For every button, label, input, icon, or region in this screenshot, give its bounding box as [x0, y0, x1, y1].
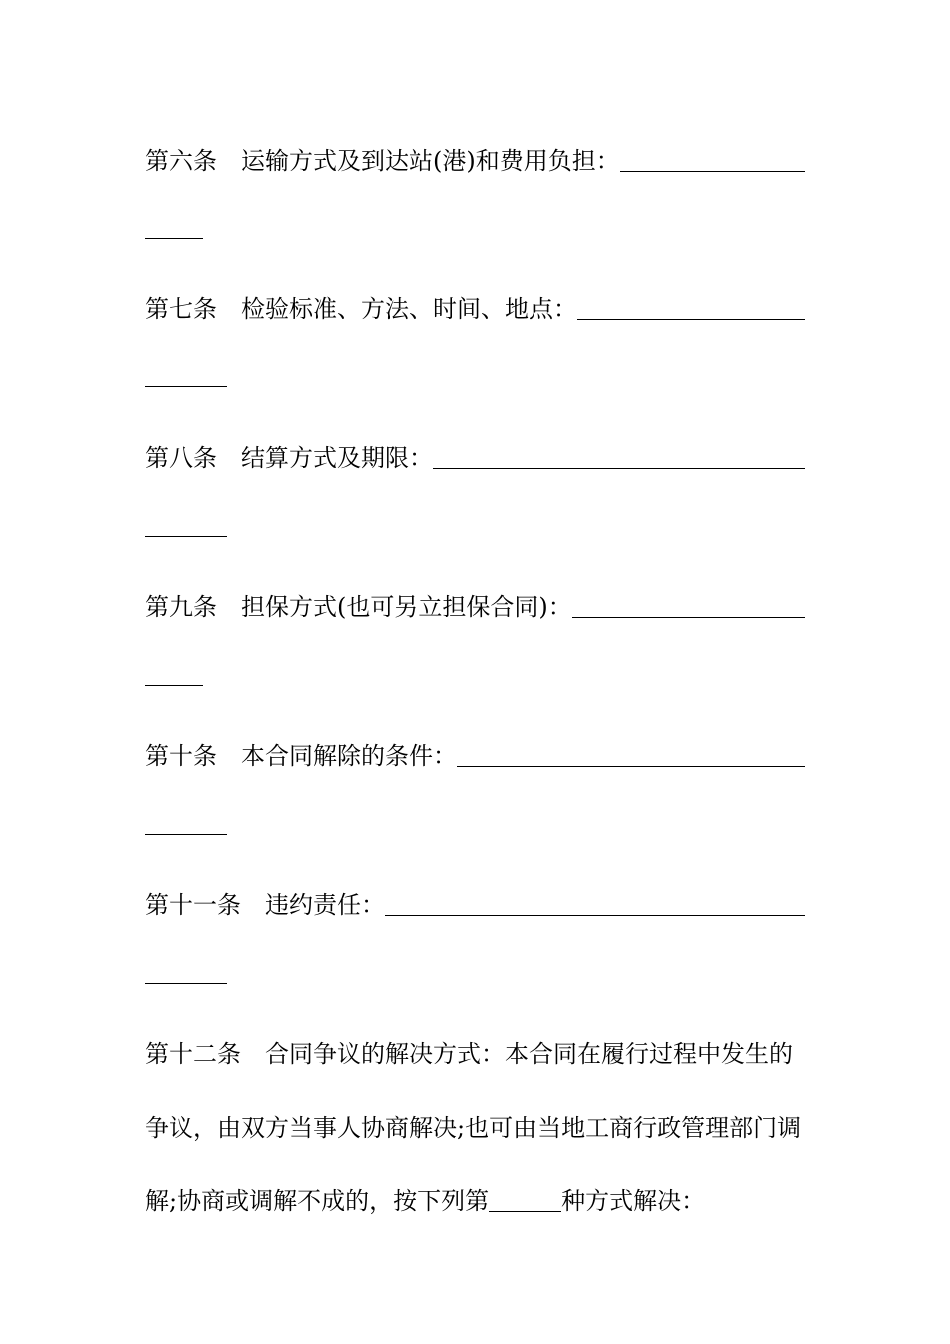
article-11-text: 违约责任： [265, 891, 385, 919]
article-9-line [145, 583, 805, 623]
article-12-line-2 [145, 1104, 805, 1144]
article-12-method-blank[interactable] [489, 1185, 561, 1212]
article-11-continuation [145, 949, 805, 989]
article-8-blank-cont[interactable] [145, 510, 227, 537]
article-10-continuation [145, 800, 805, 840]
article-9-continuation [145, 651, 805, 691]
article-7-text: 检验标准、方法、时间、地点： [241, 295, 577, 323]
article-10-number: 第十条 [145, 742, 217, 770]
article-6-continuation [145, 204, 805, 244]
article-12-line-1 [145, 1030, 805, 1070]
article-6-blank-cont[interactable] [145, 212, 203, 239]
article-8-line [145, 434, 805, 474]
article-9-blank-cont[interactable] [145, 659, 203, 686]
article-11-line [145, 881, 805, 921]
article-7-number: 第七条 [145, 295, 217, 323]
article-12-text-2: 争议，由双方当事人协商解决;也可由当地工商行政管理部门调 [145, 1114, 802, 1142]
article-7-continuation [145, 352, 805, 392]
article-8-number: 第八条 [145, 444, 217, 472]
article-12-text-1: 合同争议的解决方式：本合同在履行过程中发生的 [265, 1040, 793, 1068]
article-10-blank-cont[interactable] [145, 808, 227, 835]
article-6-text: 运输方式及到达站(港)和费用负担： [241, 147, 620, 175]
article-12-text-3a: 解;协商或调解不成的，按下列第 [145, 1187, 490, 1215]
article-8-blank[interactable] [433, 442, 805, 469]
article-12-text-3b: 种方式解决： [561, 1187, 706, 1215]
article-11-number: 第十一条 [145, 891, 241, 919]
document-page [145, 0, 805, 1344]
article-7-blank-cont[interactable] [145, 360, 227, 387]
article-6-blank[interactable] [620, 145, 805, 172]
article-8-text: 结算方式及期限： [241, 444, 433, 472]
article-12-line-3 [145, 1177, 805, 1217]
article-12-number: 第十二条 [145, 1040, 241, 1068]
article-7-line [145, 285, 805, 325]
article-7-blank[interactable] [577, 293, 805, 320]
article-11-blank-cont[interactable] [145, 957, 227, 984]
article-9-text: 担保方式(也可另立担保合同)： [241, 593, 572, 621]
article-10-text: 本合同解除的条件： [241, 742, 457, 770]
article-10-blank[interactable] [457, 740, 805, 767]
article-6-number: 第六条 [145, 147, 217, 175]
article-6-line [145, 137, 805, 177]
article-9-blank[interactable] [572, 591, 805, 618]
article-10-line [145, 732, 805, 772]
article-9-number: 第九条 [145, 593, 217, 621]
article-11-blank[interactable] [385, 889, 805, 916]
article-8-continuation [145, 502, 805, 542]
